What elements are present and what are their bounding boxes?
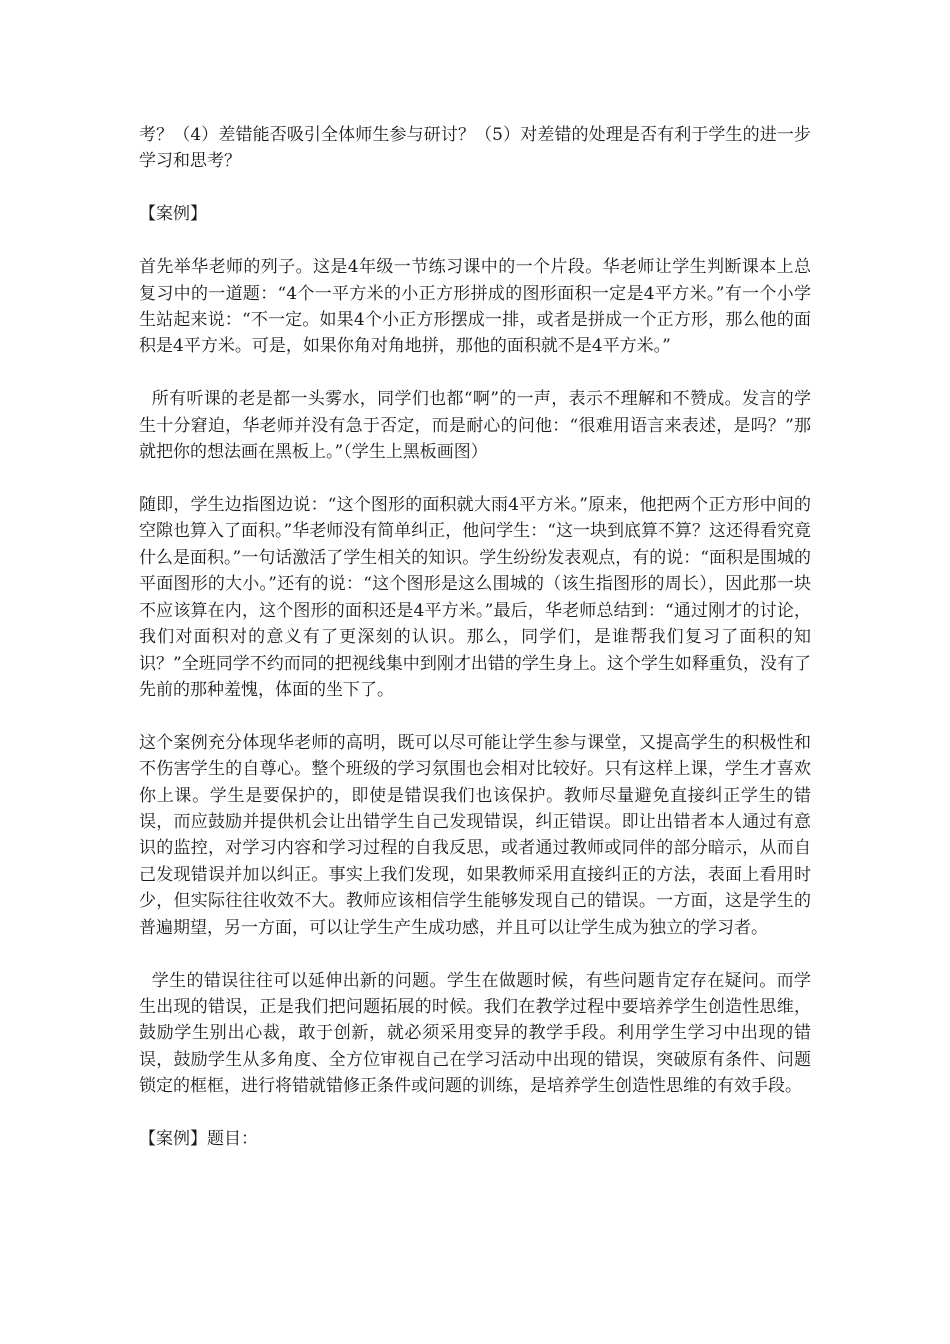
paragraph-error-extension: 学生的错误往往可以延伸出新的问题。学生在做题时候，有些问题肯定存在疑问。而学生出现的错误，正是我们把问题拓展的时候。我们在教学过程中要培养学生创造性思维，鼓励学生别出心裁，敢于创新，就必须采用变异的教学手段。利用学生学习中出现的错误，鼓励学生从多角度、全方位审视自己在学习活动中出现的错误，突破原有条件、问题锁定的框框，进行将错就错修正条件或问题的训练，是培养学生创造性思维的有效手段。 <box>139 970 811 1097</box>
document-body <box>139 122 811 1179</box>
paragraph-student-explains: 随即，学生边指图边说：“这个图形的面积就大雨4平方米。”原来，他把两个正方形中间的空隙也算入了面积。”华老师没有简单纠正，他问学生：“这一块到底算不算？这还得看究竟什么是面积。”一句话激活了学生相关的知识。学生纷纷发表观点，有的说：“面积是围城的平面图形的大小。”还有的说：“这个图形是这么围城的（该生指图形的周长），因此那一块不应该算在内，这个图形的面积还是4平方米。”最后，华老师总结到：“通过刚才的讨论，我们对面积对的意义有了更深刻的认识。那么，同学们，是谁帮我们复习了面积的知识？”全班同学不约而同的把视线集中到刚才出错的学生身上。这个学生如释重负，没有了先前的那种羞愧，体面的坐下了。 <box>139 495 811 700</box>
case-heading-problem: 【案例】题目： <box>139 1129 258 1150</box>
paragraph-case-analysis: 这个案例充分体现华老师的高明，既可以尽可能让学生参与课堂，又提高学生的积极性和不伤害学生的自尊心。整个班级的学习氛围也会相对比较好。只有这样上课，学生才喜欢你上课。学生是要保护的，即使是错误我们也该保护。教师尽量避免直接纠正学生的错误，而应鼓励并提供机会让出错学生自己发现错误，纠正错误。即让出错者本人通过有意识的监控，对学习内容和学习过程的自我反思，或者通过教师或同伴的部分暗示，从而自己发现错误并加以纠正。事实上我们发现，如果教师采用直接纠正的方法，表面上看用时少，但实际往往收效不大。教师应该相信学生能够发现自己的错误。一方面，这是学生的普遍期望，另一方面，可以让学生产生成功感，并且可以让学生成为独立的学习者。 <box>139 732 811 938</box>
paragraph-class-reaction: 所有听课的老是都一头雾水，同学们也都“啊”的一声，表示不理解和不赞成。发言的学生十分窘迫，华老师并没有急于否定，而是耐心的问他：“很难用语言来表述，是吗？”那就把你的想法画在黑板上。”（学生上黑板画图） <box>139 389 811 463</box>
paragraph-continuation: 考？（4）差错能否吸引全体师生参与研讨？（5）对差错的处理是否有利于学生的进一步学习和思考？ <box>139 125 811 172</box>
paragraph-case-intro: 首先举华老师的列子。这是4年级一节练习课中的一个片段。华老师让学生判断课本上总复习中的一道题：“4个一平方米的小正方形拼成的图形面积一定是4平方米。”有一个小学生站起来说：“不一定。如果4个小正方形摆成一排，或者是拼成一个正方形，那么他的面积是4平方米。可是，如果你角对角地拼，那他的面积就不是4平方米。” <box>139 257 811 357</box>
case-heading: 【案例】 <box>139 204 207 225</box>
